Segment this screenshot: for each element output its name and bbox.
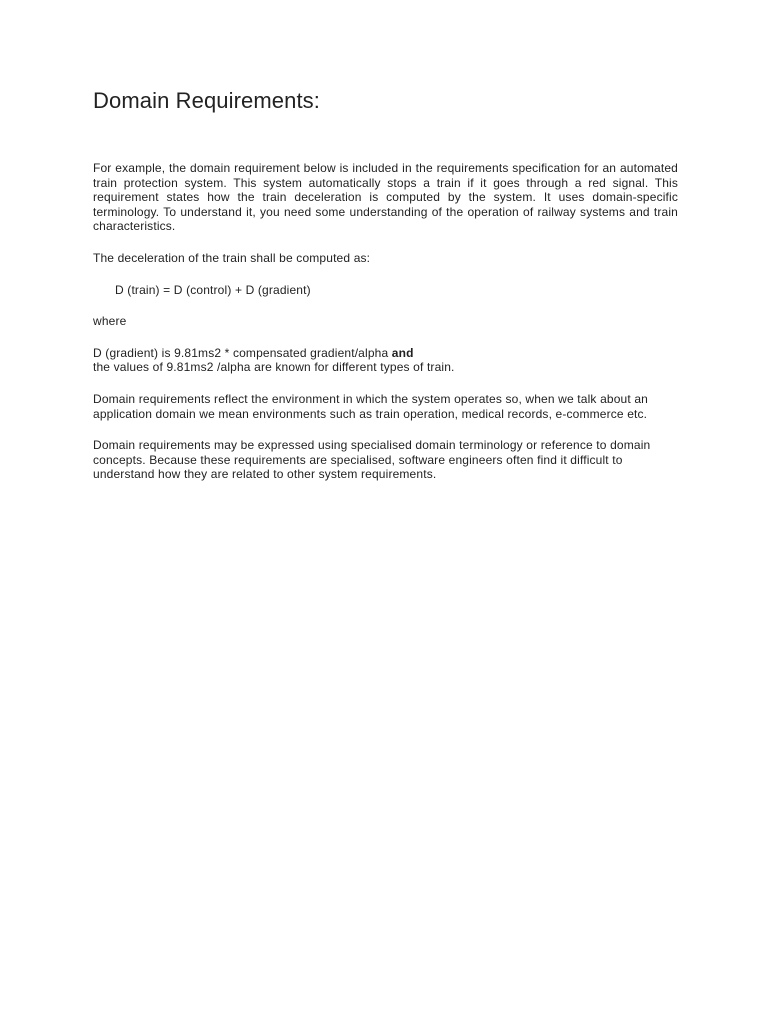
values-line: the values of 9.81ms2 /alpha are known for different types of train. — [93, 360, 455, 375]
terminology-paragraph: Domain requirements may be expressed using specialised domain terminology or reference to domain concepts. Because these requirements are specialised, software engineers often find it difficult to understand how they are related to other system requirements. — [93, 438, 651, 482]
document-title: Domain Requirements: — [93, 88, 320, 113]
gradient-line: D (gradient) is 9.81ms2 * compensated gradient/alpha — [93, 345, 392, 360]
deceleration-statement: The deceleration of the train shall be computed as: — [93, 250, 371, 265]
document-page — [93, 86, 678, 482]
intro-paragraph: For example, the domain requirement below is included in the requirements specification for an automated train protection system. This system automatically stops a train if it goes through a red signal. This requirement states how the train deceleration is computed by the system. It uses domain-specific terminology. To understand it, you need some understanding of the operation of railway systems and train characteristics. — [93, 161, 678, 234]
where-label: where — [93, 314, 127, 329]
gradient-definition — [93, 346, 678, 375]
environment-paragraph: Domain requirements reflect the environment in which the system operates so, when we talk about an application domain we mean environments such as train operation, medical records, e-commerce etc. — [93, 391, 648, 421]
gradient-and-bold: and — [391, 345, 414, 360]
deceleration-formula: D (train) = D (control) + D (gradient) — [115, 282, 311, 297]
